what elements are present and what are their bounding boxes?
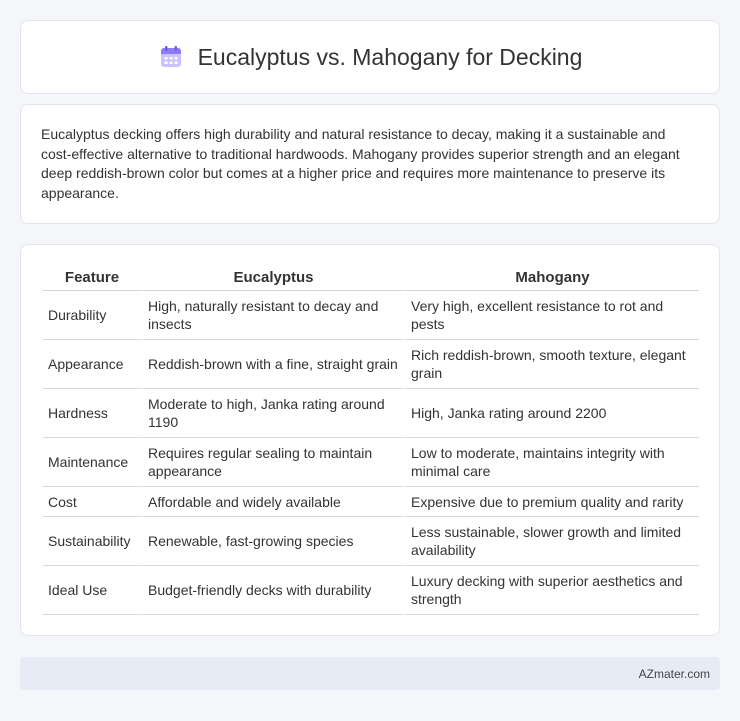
mahogany-cell: Luxury decking with superior aesthetics and strength <box>404 566 699 615</box>
table-row <box>43 566 699 615</box>
header-feature: Feature <box>43 265 141 291</box>
eucalyptus-cell: Affordable and widely available <box>141 487 404 517</box>
eucalyptus-cell: Requires regular sealing to maintain appearance <box>141 438 404 487</box>
eucalyptus-cell: High, naturally resistant to decay and insects <box>141 291 404 340</box>
mahogany-cell: Less sustainable, slower growth and limited availability <box>404 517 699 566</box>
table-row <box>43 517 699 566</box>
footer-brand: AZmater.com <box>638 666 710 681</box>
table-row <box>43 487 699 517</box>
comparison-table <box>43 265 699 615</box>
table-row <box>43 389 699 438</box>
calendar-icon <box>158 44 184 70</box>
table-header-row <box>43 265 699 291</box>
feature-cell: Appearance <box>43 340 141 389</box>
feature-cell: Maintenance <box>43 438 141 487</box>
intro-card <box>20 104 720 224</box>
intro-text: Eucalyptus decking offers high durability and natural resistance to decay, making it a sustainable and cost-effective alternative to traditional hardwoods. Mahogany provides superior strength and an elegant deep reddish-brown color but comes at a higher price and requires more maintenance to preserve its appearance. <box>41 126 680 201</box>
comparison-card <box>20 244 720 636</box>
table-row <box>43 340 699 389</box>
title-card <box>20 20 720 94</box>
feature-cell: Ideal Use <box>43 566 141 615</box>
eucalyptus-cell: Budget-friendly decks with durability <box>141 566 404 615</box>
feature-cell: Cost <box>43 487 141 517</box>
eucalyptus-cell: Reddish-brown with a fine, straight grain <box>141 340 404 389</box>
eucalyptus-cell: Renewable, fast-growing species <box>141 517 404 566</box>
page-title: Eucalyptus vs. Mahogany for Decking <box>197 43 583 70</box>
table-row <box>43 291 699 340</box>
table-row <box>43 438 699 487</box>
mahogany-cell: Rich reddish-brown, smooth texture, elegant grain <box>404 340 699 389</box>
mahogany-cell: Very high, excellent resistance to rot and pests <box>404 291 699 340</box>
footer <box>20 657 720 690</box>
mahogany-cell: High, Janka rating around 2200 <box>404 389 699 438</box>
mahogany-cell: Low to moderate, maintains integrity with minimal care <box>404 438 699 487</box>
feature-cell: Durability <box>43 291 141 340</box>
eucalyptus-cell: Moderate to high, Janka rating around 1190 <box>141 389 404 438</box>
feature-cell: Sustainability <box>43 517 141 566</box>
header-mahogany: Mahogany <box>404 265 699 291</box>
header-eucalyptus: Eucalyptus <box>141 265 404 291</box>
feature-cell: Hardness <box>43 389 141 438</box>
mahogany-cell: Expensive due to premium quality and rarity <box>404 487 699 517</box>
